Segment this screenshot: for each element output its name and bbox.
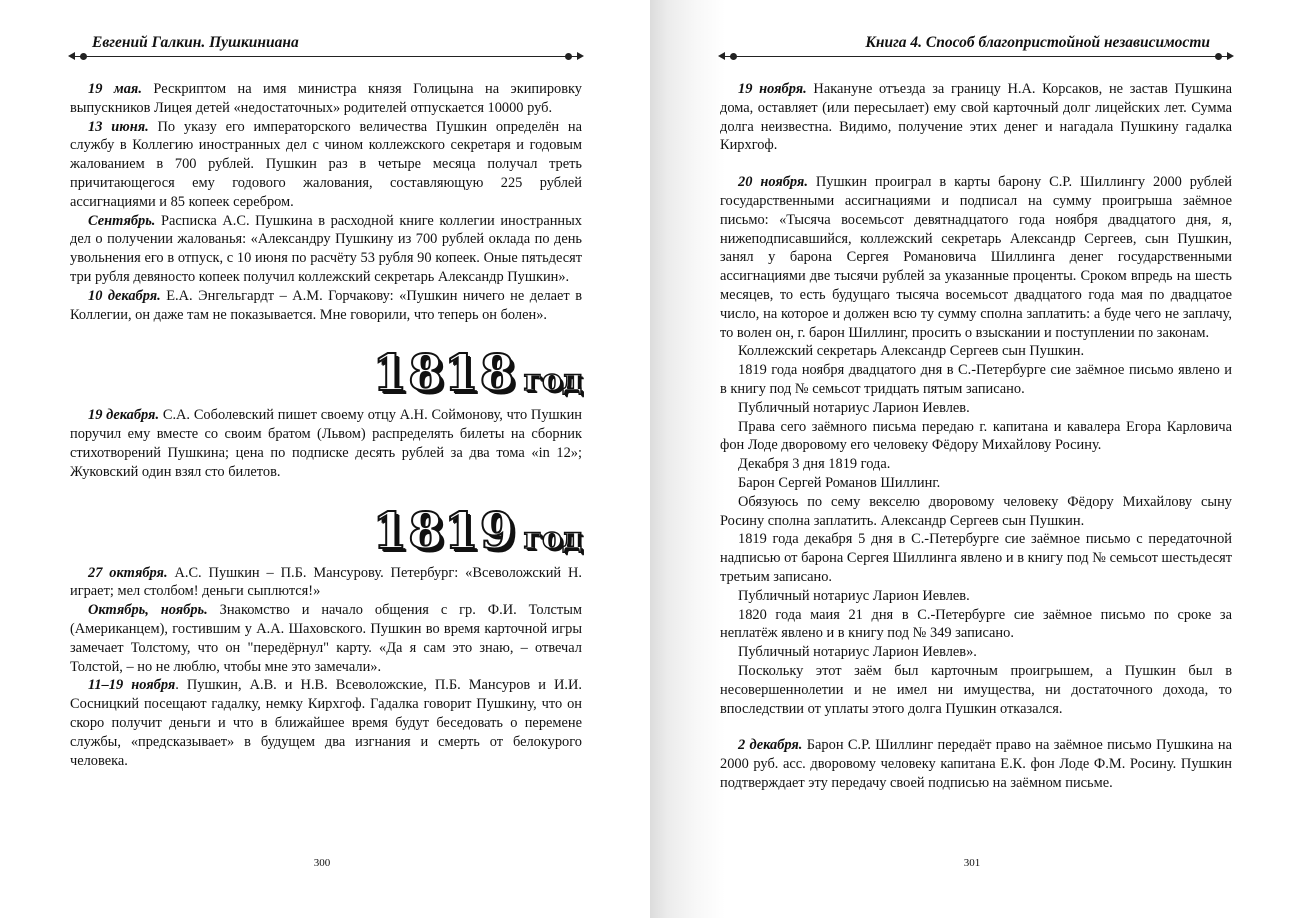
paragraph-text: Е.А. Энгельгардт – А.М. Горчакову: «Пушкин ничего не делает в Коллегии, он даже там не показывается. Мне говорили, что теперь он болен». (70, 287, 583, 323)
paragraph (720, 418, 1232, 456)
running-header-title: Книга 4. Способ благопристойной независимости (865, 34, 1210, 51)
paragraph-text: 1819 года декабря 5 дня в С.-Петербурге сие заёмное письмо с передаточной надписью от барона Сергея Шиллинга явлено и в книгу под № семьсот шестьдесят третьим записано. (720, 531, 1232, 585)
entry-date: 19 ноября. (738, 81, 807, 97)
year-heading-1818 (70, 344, 582, 402)
entry-date: 11–19 ноября (88, 677, 176, 694)
paragraph (720, 606, 1232, 644)
page-number: 300 (313, 857, 331, 869)
paragraph (70, 80, 582, 118)
entry-date: 19 декабря. (88, 407, 160, 424)
paragraph (720, 455, 1232, 474)
ornament-dot-icon (565, 53, 572, 60)
paragraph-text: С.А. Соболевский пишет своему отцу А.Н. Соймонову, что Пушкин поручил ему вместе со своим братом (Львом) распределять билеты на сборник стихотворений Пушкина; цена по подписке десять рублей за два тома «in 12»; Жуковский один взял сто билетов. (70, 407, 582, 480)
paragraph-text: Расписка А.С. Пушкина в расходной книге коллегии иностранных дел о получении жалованья: «Александру Пушкину из 700 рублей оклада по день увольнения его в отпуск, с 10 июня по расчёту 53 рубля 90 копеек. Оные пятьдесят три рубля девяносто копеек получил коллежский секретарь Александр Пушкин». (70, 212, 582, 285)
paragraph (70, 564, 582, 602)
paragraph (70, 601, 582, 676)
running-header-title: Евгений Галкин. Пушкиниана (92, 34, 299, 51)
paragraph-text: Обязуюсь по сему векселю дворовому человеку Фёдору Михайлову сыну Росину сполна заплатить. Александр Сергеев сын Пушкин. (720, 493, 1232, 529)
left-body-text (70, 80, 582, 770)
paragraph (70, 118, 582, 212)
ornament-dot-icon (1215, 53, 1222, 60)
entry-date: 10 декабря. (88, 287, 161, 304)
entry-date: Сентябрь. (88, 212, 156, 229)
header-rule (720, 56, 1232, 57)
paragraph-text: Поскольку этот заём был карточным проигрышем, а Пушкин был в несовершеннолетии и не имел ни имущества, ни достаточного дохода, то впоследствии от уплаты этого долга Пушкин отказался. (720, 662, 1232, 717)
year-number: 1819 (372, 500, 516, 560)
paragraph (720, 662, 1232, 718)
paragraph-text: Накануне отъезда за границу Н.А. Корсаков, не застав Пушкина дома, оставляет (или пересылает) ему свой карточный долг лицейских лет. Сумма долга неизвестна. Видимо, получение этих денег и нагадала Пушкину гадалка Кирхгоф. (720, 81, 1233, 154)
entry-date: 27 октября. (88, 564, 168, 581)
paragraph-text: Рескриптом на имя министра князя Голицына на экипировку выпускников Лицея детей «недостаточных» родителей отпускается 10000 руб. (70, 81, 582, 116)
paragraph-text: Публичный нотариус Ларион Иевлев». (738, 644, 977, 661)
right-body-text (720, 80, 1232, 793)
paragraph (720, 736, 1232, 792)
paragraph-text: Публичный нотариус Ларион Иевлев. (738, 587, 970, 604)
running-header-left (70, 34, 582, 62)
year-word: год (523, 363, 582, 399)
paragraph (720, 643, 1232, 662)
paragraph-text: Знакомство и начало общения с гр. Ф.И. Толстым (Американцем), гостившим у А.А. Шаховского. Пушкин во время карточной игры замечает Толстому, что он "передёрнул" карту. «Да я сам это знаю, – отвечал Толстой, – но не люблю, чтобы мне это замечали». (70, 602, 582, 675)
paragraph (720, 173, 1232, 342)
paragraph-text: 1819 года ноября двадцатого дня в С.-Петербурге сие заёмное письмо явлено и в книгу под № семьсот тридцать пятым записано. (720, 362, 1232, 397)
ornament-arrow-icon (718, 52, 725, 60)
right-page (650, 0, 1300, 918)
paragraphs-1817 (70, 80, 582, 324)
page-number: 301 (963, 857, 981, 869)
paragraph-text: Барон С.Р. Шиллинг передаёт право на заёмное письмо Пушкина на 2000 руб. асс. дворовому человеку капитана Е.К. фон Лоде Ф.М. Росину. Пушкин подтверждает эту передачу своей подписью на заёмном письме. (720, 737, 1233, 791)
paragraph (70, 406, 582, 481)
paragraph-text: 1820 года маия 21 дня в С.-Петербурге сие заёмное письмо по сроке за неплатёж явлено и в книгу под № 349 записано. (720, 606, 1232, 642)
entry-date: 2 декабря. (738, 737, 803, 754)
paragraph-text: . Пушкин, А.В. и Н.В. Всеволожские, П.Б. Мансуров и И.И. Сосницкий посещают гадалку, немку Кирхгоф. Гадалка говорит Пушкину, что он скоро получит деньги и что в ближайшее время будут беседовать о перемене службы, «предсказывает» в будущем два изгнания и смерть от белокурого человека. (70, 677, 582, 769)
paragraph (720, 342, 1232, 361)
ornament-arrow-icon (68, 52, 75, 60)
paragraph (70, 212, 582, 287)
paragraph-text: Декабря 3 дня 1819 года. (738, 456, 891, 473)
paragraph-text: Права сего заёмного письма передаю г. капитана и кавалера Егора Карловича фон Лоде дворовому его человеку Фёдору Михайлову Росину. (720, 418, 1232, 454)
paragraph (70, 287, 582, 325)
paragraphs-1818 (70, 406, 582, 481)
paragraph-text: Барон Сергей Романов Шиллинг. (738, 474, 941, 491)
paragraphs-1819 (70, 564, 582, 771)
ornament-arrow-icon (1227, 52, 1234, 60)
paragraph-text: По указу его императорского величества Пушкин определён на службу в Коллегию иностранных дел с чином коллежского секретаря и годовым жалованием в 700 рублей. Пушкин раз в четыре месяца получал треть причитающегося ему годового жалования, составляющую 225 рублей ассигнациями и 85 копеек серебром. (70, 118, 582, 210)
paragraph (720, 587, 1232, 606)
entry-date: 20 ноября. (738, 174, 808, 191)
paragraph-text: Коллежский секретарь Александр Сергеев сын Пушкин. (738, 343, 1085, 360)
header-rule (70, 56, 582, 57)
paragraph (720, 361, 1232, 399)
ornament-dot-icon (730, 53, 737, 60)
year-number: 1818 (372, 343, 516, 403)
paragraph-text: Пушкин проиграл в карты барону С.Р. Шиллингу 2000 рублей государственными ассигнациями и подписал на сумму проигрыша заёмное письмо: «Тысяча восемьсот девятнадцатого года ноября двадцатого дня, я, нижеподписавшийся, коллежский секретарь Александр Сергеев, сын Пушкин, занял у барона Сергея Романовича Шиллинга денег государственными ассигнациями две тысячи рублей за указанные проценты. Сроком впредь на шесть месяцев, то есть будущаго тысяча восемьсот двадцатого года мая по двадцатое число, на которое и должен всю ту сумму сполна заплатить: а буде чего не заплачу, то волен он, г. барон Шиллинг, просить о взыскании и поступлении по законам. (720, 174, 1233, 341)
running-header-right (720, 34, 1232, 62)
entry-date: Октябрь, ноябрь. (88, 602, 208, 619)
paragraph (720, 474, 1232, 493)
ornament-arrow-icon (577, 52, 584, 60)
paragraph-text: Публичный нотариус Ларион Иевлев. (738, 399, 970, 416)
paragraph-text: А.С. Пушкин – П.Б. Мансурову. Петербург: «Всеволожский Н. играет; мел столбом! деньги сыплются!» (70, 564, 582, 600)
ornament-dot-icon (80, 53, 87, 60)
entry-date: 19 мая. (88, 81, 142, 97)
year-word: год (523, 520, 582, 556)
paragraph (720, 80, 1232, 155)
entry-date: 13 июня. (88, 118, 149, 135)
paragraph (70, 676, 582, 770)
paragraph (720, 493, 1232, 531)
paragraph (720, 530, 1232, 586)
paragraph (720, 399, 1232, 418)
year-heading-1819 (70, 502, 582, 560)
